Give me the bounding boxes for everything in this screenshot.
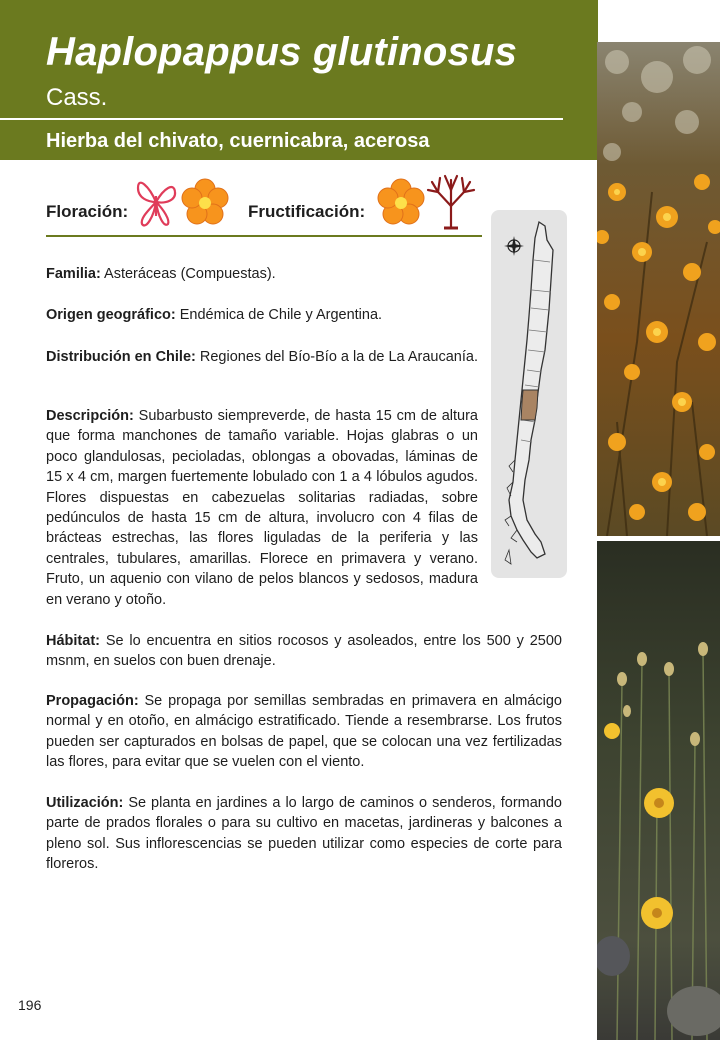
flowering-label: Floración: (46, 202, 129, 221)
section-label: Utilización: (46, 795, 124, 811)
section-label: Hábitat: (46, 633, 100, 649)
section-origen (46, 305, 478, 325)
section-label: Propagación: (46, 693, 139, 709)
section-utilizacion (46, 793, 562, 875)
page-number: 196 (18, 997, 42, 1013)
section-label: Familia: (46, 266, 101, 282)
section-label: Origen geográfico: (46, 307, 176, 323)
photo-top (597, 42, 720, 536)
flower-icon (376, 178, 426, 233)
header-divider (0, 118, 563, 120)
bare-tree-icon (424, 172, 478, 235)
section-label: Distribución en Chile: (46, 349, 196, 365)
fruiting-label: Fructificación: (248, 202, 366, 221)
section-propagacion (46, 691, 562, 773)
author-name: Cass. (46, 84, 108, 111)
section-text: Asteráceas (Compuestas). (100, 266, 276, 282)
section-familia (46, 264, 478, 284)
section-text: Subarbusto siempreverde, de hasta 15 cm de altura que forma manchones de tamaño variable. Hojas glabras o un poco glandulosas, pecioladas, oblongas a obovadas, láminas de 15 x 4 cm, margen fuertemente lobulado con 1 a 4 lóbulos agudos. Flores dispuestas en cabezuelas solitarias radiadas, sobre pedúnculos de hasta 15 cm de altura, involucro con 4 filas de brácteas estrechas, las flores liguladas de la periferia y las centrales, tubulares, amarillas. Florece en primavera y verano. Fruto, un aquenio con vilano de pelos blancos y sedosos, madura en verano y otoño. (46, 408, 478, 608)
section-text: Regiones del Bío-Bío a la de La Araucanía. (195, 349, 478, 365)
common-names: Hierba del chivato, cuernicabra, acerosa (46, 130, 430, 152)
title-header (0, 0, 598, 160)
chile-map-icon (501, 220, 557, 575)
phenology-divider (46, 235, 482, 237)
section-text: Se lo encuentra en sitios rocosos y asoleados, entre los 500 y 2500 msnm, en suelos con buen drenaje. (46, 633, 562, 670)
section-text: Se planta en jardines a lo largo de caminos o senderos, formando parte de prados florales o para su cultivo en macetas, jardineras y balcones a pleno sol. Sus inflorescencias se pueden utilizar como especies de corte para floreros. (46, 795, 562, 873)
flower-icon (180, 178, 230, 233)
section-habitat (46, 631, 562, 672)
photo-bottom (597, 541, 720, 1040)
section-distribucion (46, 347, 478, 367)
section-text: Se propaga por semillas sembradas en primavera en almácigo normal y en otoño, en almácigo estratificado. Tiende a resembrarse. Los frutos pueden ser capturados en bolsas de papel, que se colocan una vez fertilizadas las flores, para evitar que se vuelen con el viento. (46, 693, 562, 771)
butterfly-icon (134, 176, 178, 233)
scientific-name: Haplopappus glutinosus (46, 30, 518, 74)
section-text: Endémica de Chile y Argentina. (175, 307, 383, 323)
section-label: Descripción: (46, 408, 134, 424)
section-descripcion (46, 406, 478, 610)
distribution-map (491, 210, 567, 578)
